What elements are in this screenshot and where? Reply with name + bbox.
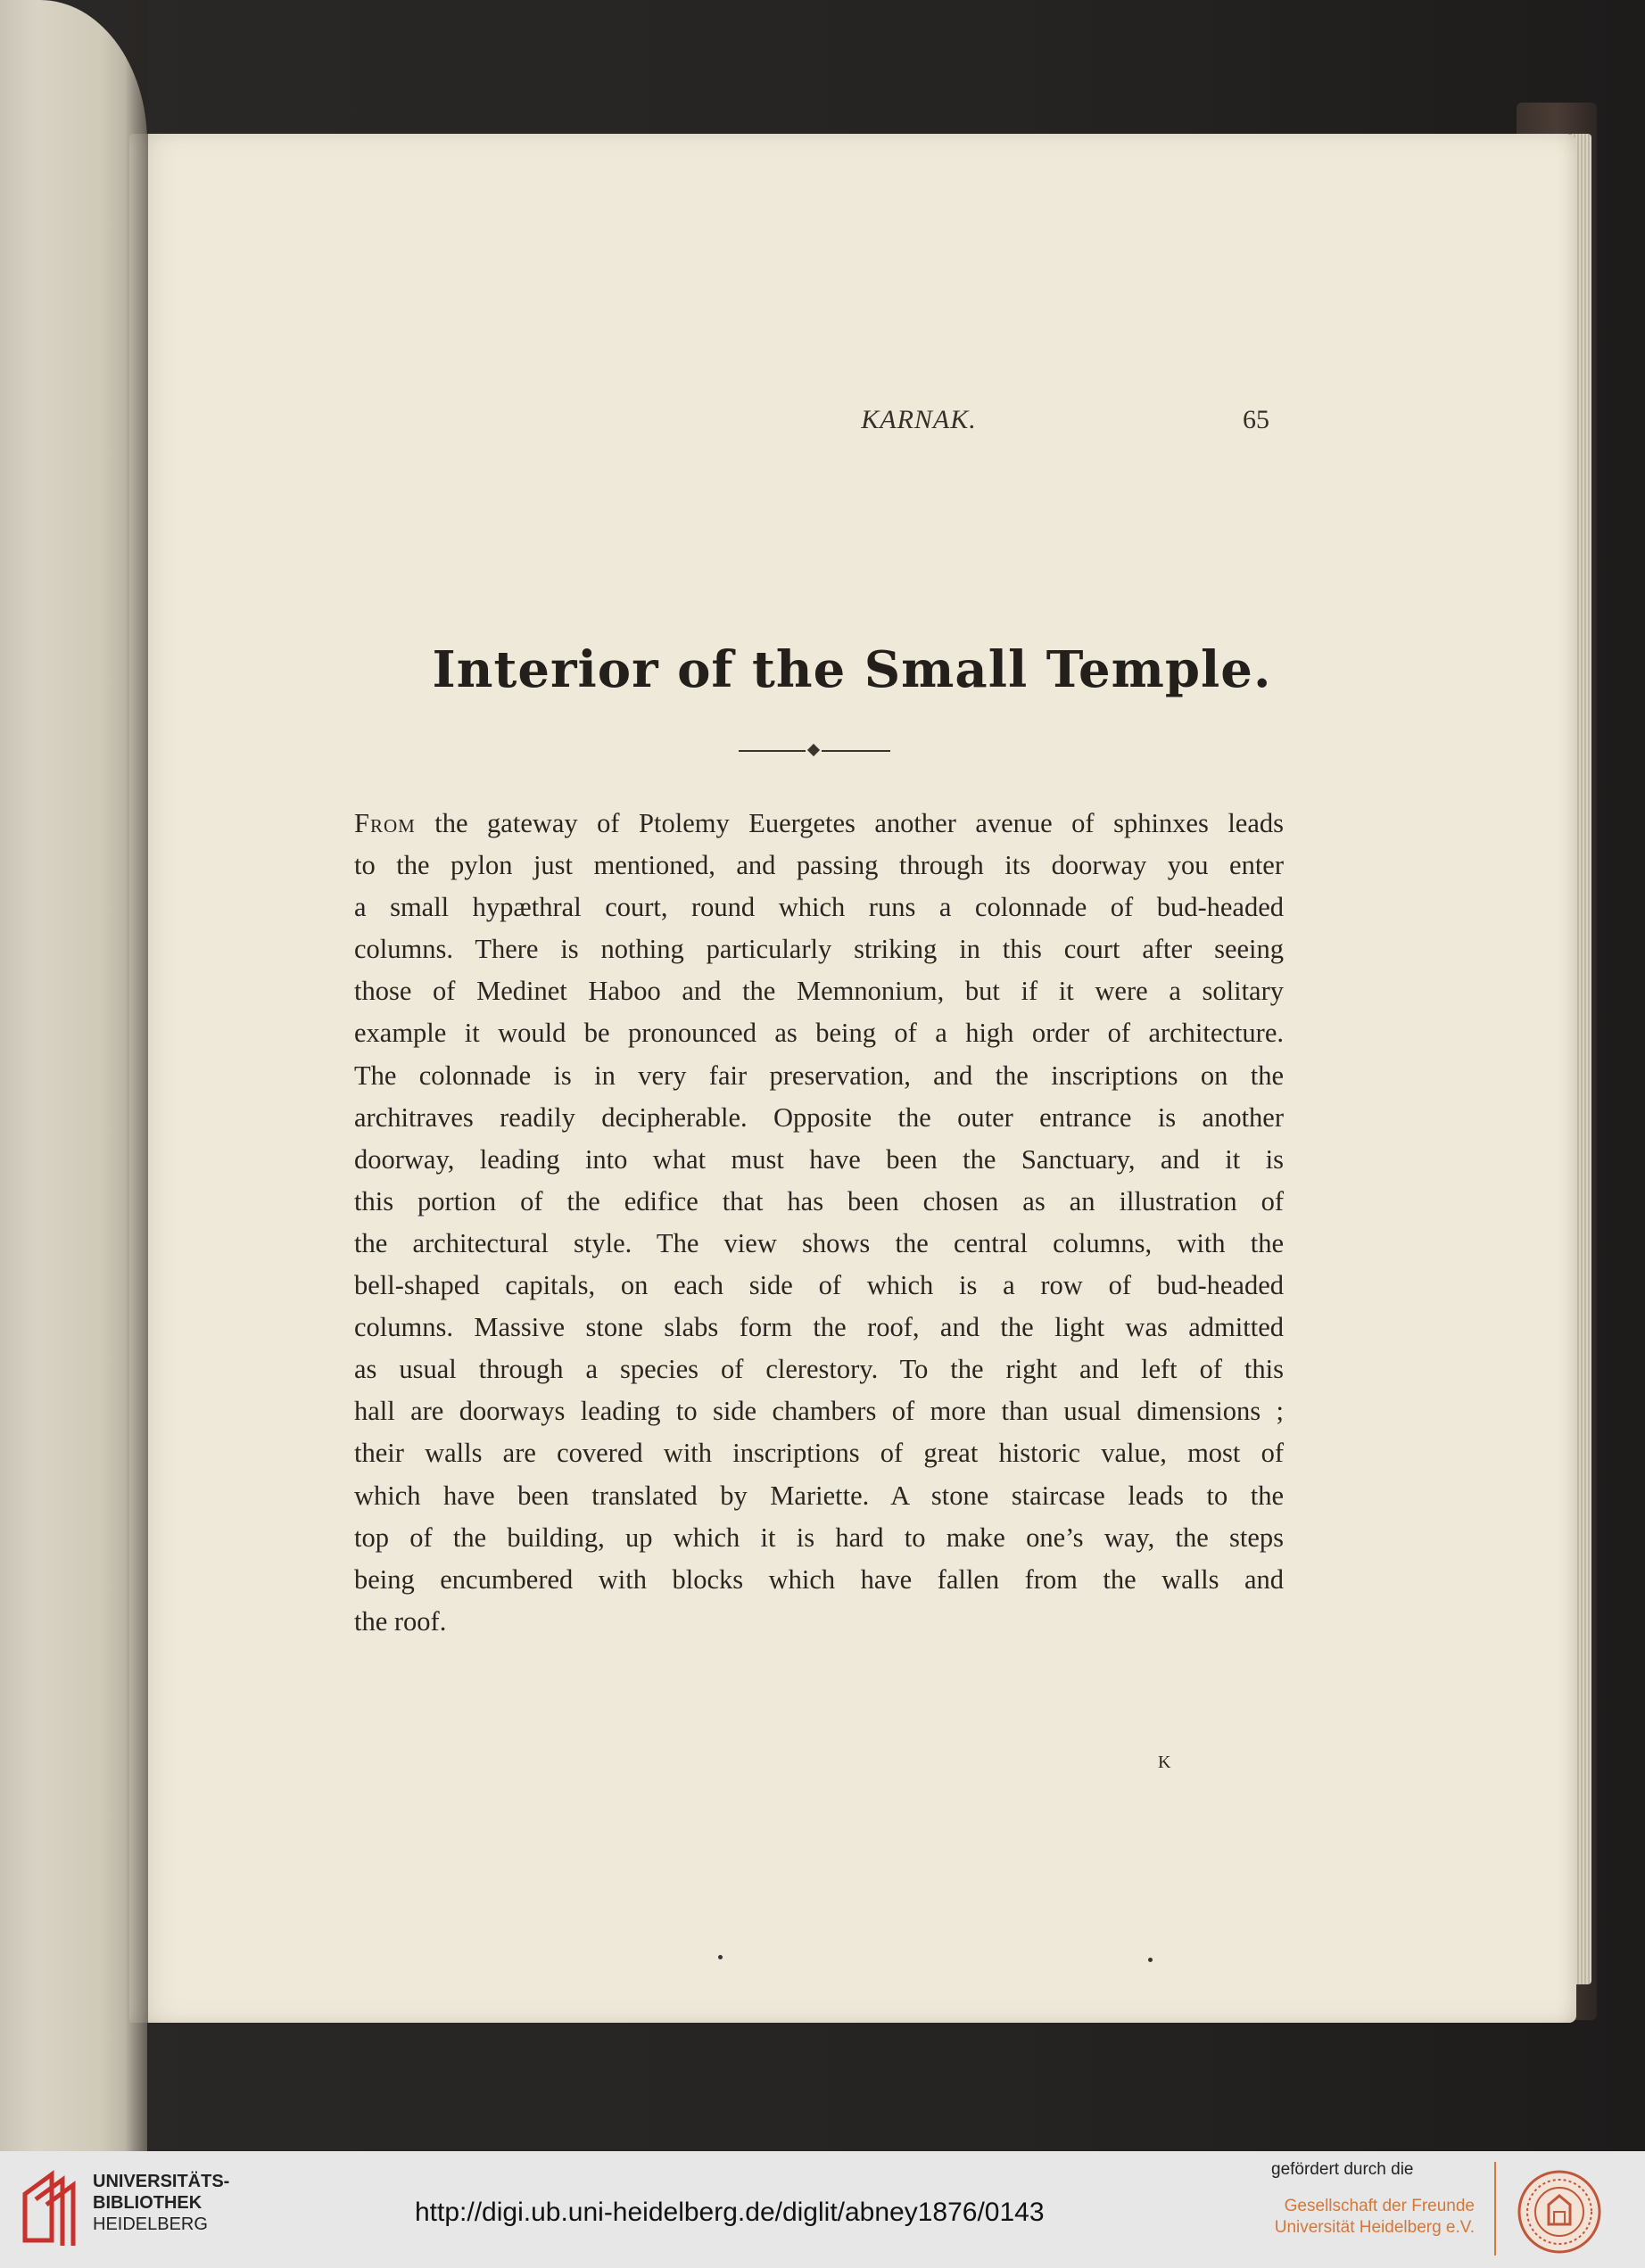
- text-line: being encumbered with blocks which have fallen from the walls and: [354, 1563, 1284, 1595]
- text-line: as usual through a species of clerestory. To the right and left of this: [354, 1354, 1284, 1385]
- text-line: columns. Massive stone slabs form the roof, and the light was admitted: [354, 1312, 1284, 1343]
- text-line: hall are doorways leading to side chambers of more than usual dimensions ;: [354, 1396, 1284, 1427]
- library-logo-icon: [18, 2167, 82, 2247]
- spine-shadow: [125, 0, 148, 2151]
- text-line: a small hypæthral court, round which runs a colonnade of bud-headed: [354, 892, 1284, 923]
- permalink-url[interactable]: http://digi.ub.uni-heidelberg.de/diglit/abney1876/0143: [415, 2198, 1045, 2227]
- drop-lead-word: From: [354, 808, 416, 838]
- chapter-title: Interior of the Small Temple.: [432, 640, 1272, 699]
- running-head: KARNAK.: [861, 405, 977, 434]
- text-line: this portion of the edifice that has been chosen as an illustration of: [354, 1185, 1284, 1216]
- page-number: 65: [1243, 405, 1269, 434]
- sponsor-name: Gesellschaft der Freunde Universität Heidelberg e.V.: [1274, 2197, 1475, 2237]
- text-line: The colonnade is in very fair preservation, and the inscriptions on the: [354, 1060, 1284, 1091]
- paper-speck: [718, 1955, 723, 1959]
- title-ornament: [739, 746, 890, 756]
- text-line: bell-shaped capitals, on each side of which is a row of bud-headed: [354, 1270, 1284, 1301]
- body-paragraph: [354, 803, 1284, 1643]
- text-line: which have been translated by Mariette. A stone staircase leads to the: [354, 1480, 1284, 1511]
- text-line: those of Medinet Haboo and the Memnonium, but if it were a solitary: [354, 976, 1284, 1007]
- text-line: columns. There is nothing particularly striking in this court after seeing: [354, 934, 1284, 965]
- text-line: the roof.: [354, 1605, 447, 1637]
- signature-mark: K: [1158, 1753, 1171, 1772]
- text-line: their walls are covered with inscriptions of great historic value, most of: [354, 1438, 1284, 1469]
- text-line: doorway, leading into what must have been the Sanctuary, and it is: [354, 1143, 1284, 1175]
- book-page: [129, 134, 1576, 2023]
- text-line: to the pylon just mentioned, and passing through its doorway you enter: [354, 850, 1284, 881]
- text-line: architraves readily decipherable. Opposite the outer entrance is another: [354, 1101, 1284, 1133]
- university-seal-icon: [1517, 2169, 1602, 2255]
- text-line: example it would be pronounced as being of a high order of architecture.: [354, 1018, 1284, 1049]
- paper-speck: [1148, 1958, 1153, 1962]
- library-name: UNIVERSITÄTS- BIBLIOTHEK HEIDELBERG: [93, 2172, 230, 2234]
- footer-bar: [0, 2151, 1645, 2268]
- sponsor-label: gefördert durch die: [1271, 2160, 1414, 2179]
- text-line: From the gateway of Ptolemy Euergetes another avenue of sphinxes leads: [354, 808, 1284, 838]
- text-line: the architectural style. The view shows the central columns, with the: [354, 1227, 1284, 1258]
- text-line: top of the building, up which it is hard to make one’s way, the steps: [354, 1522, 1284, 1553]
- sponsor-divider: [1494, 2162, 1496, 2256]
